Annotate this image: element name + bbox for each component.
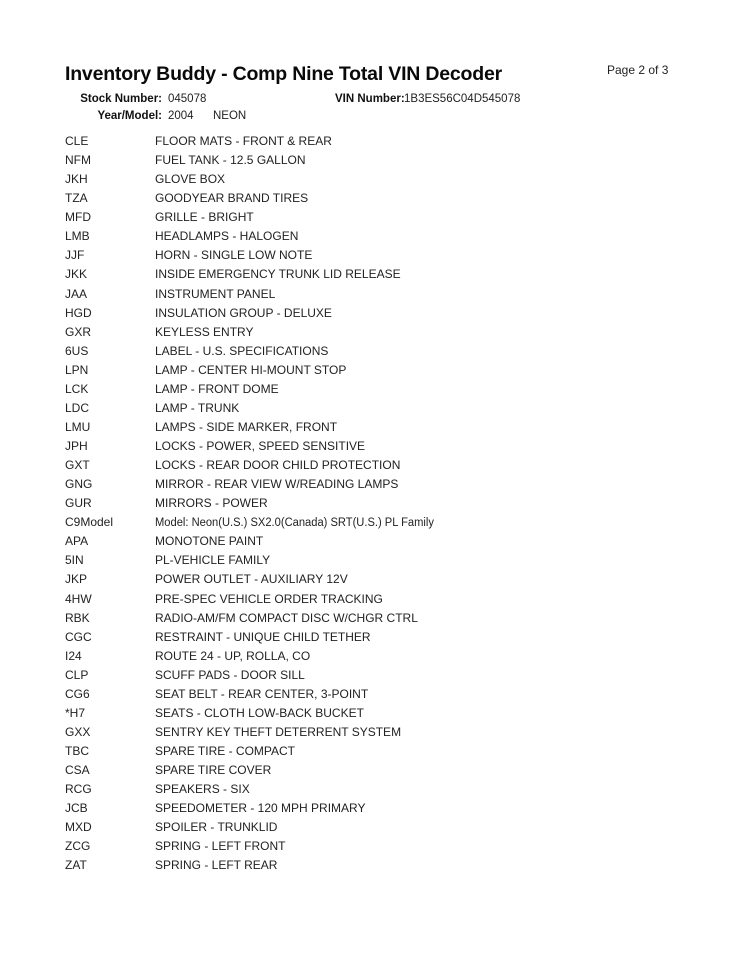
option-description: RADIO-AM/FM COMPACT DISC W/CHGR CTRL — [155, 610, 418, 625]
option-code: MXD — [65, 820, 92, 835]
option-code: JJF — [65, 248, 85, 263]
option-code: MFD — [65, 210, 91, 225]
option-row — [65, 685, 685, 704]
option-description: HEADLAMPS - HALOGEN — [155, 229, 299, 244]
option-row — [65, 323, 685, 342]
option-description: SPEEDOMETER - 120 MPH PRIMARY — [155, 801, 366, 816]
option-description: ROUTE 24 - UP, ROLLA, CO — [155, 648, 311, 663]
option-code: C9Model — [65, 515, 114, 530]
option-row — [65, 304, 685, 323]
option-row — [65, 723, 685, 742]
option-code: JKK — [65, 267, 88, 282]
vin-number-value: 1B3ES56C04D545078 — [404, 93, 521, 105]
option-description: SPARE TIRE - COMPACT — [155, 744, 296, 758]
option-description: INSTRUMENT PANEL — [155, 286, 276, 301]
option-description: LOCKS - REAR DOOR CHILD PROTECTION — [155, 458, 401, 473]
option-description: LOCKS - POWER, SPEED SENSITIVE — [155, 439, 366, 453]
option-row — [65, 551, 685, 570]
option-code: JKP — [65, 572, 88, 587]
option-row — [65, 285, 685, 304]
option-description: INSIDE EMERGENCY TRUNK LID RELEASE — [155, 267, 401, 282]
option-row — [65, 609, 685, 628]
option-row — [65, 475, 685, 494]
option-description: KEYLESS ENTRY — [155, 324, 254, 339]
option-code: GXX — [65, 724, 91, 739]
option-row — [65, 761, 685, 780]
option-description: SEAT BELT - REAR CENTER, 3-POINT — [155, 686, 369, 701]
option-row — [65, 227, 685, 246]
option-row — [65, 246, 685, 265]
option-code: NFM — [65, 153, 91, 168]
option-row — [65, 418, 685, 437]
option-code: LDC — [65, 400, 90, 415]
year-model-label: Year/Model: — [97, 110, 162, 122]
option-code: CGC — [65, 629, 92, 644]
option-row — [65, 494, 685, 513]
option-row — [65, 342, 685, 361]
option-code: ZCG — [65, 839, 91, 854]
option-code: LMU — [65, 419, 91, 434]
stock-number-label: Stock Number: — [80, 93, 162, 105]
option-row — [65, 399, 685, 418]
option-code: GXR — [65, 324, 92, 339]
option-code: RCG — [65, 782, 92, 797]
option-row — [65, 170, 685, 189]
option-code: JCB — [65, 801, 88, 816]
vin-number-label: VIN Number: — [335, 93, 405, 105]
option-code: 6US — [65, 343, 89, 358]
option-description: FUEL TANK - 12.5 GALLON — [155, 153, 306, 168]
option-row — [65, 151, 685, 170]
option-description: PRE-SPEC VEHICLE ORDER TRACKING — [155, 591, 383, 606]
option-description: SCUFF PADS - DOOR SILL — [155, 667, 305, 682]
option-row — [65, 856, 685, 875]
option-row — [65, 647, 685, 666]
option-description: SENTRY KEY THEFT DETERRENT SYSTEM — [155, 724, 402, 739]
option-row — [65, 570, 685, 589]
option-row — [65, 818, 685, 837]
option-row — [65, 704, 685, 723]
option-row — [65, 265, 685, 284]
option-code: TBC — [65, 744, 89, 758]
option-description: LAMPS - SIDE MARKER, FRONT — [155, 419, 338, 434]
option-description: SPOILER - TRUNKLID — [155, 820, 278, 835]
option-code: APA — [65, 534, 89, 549]
option-description: GRILLE - BRIGHT — [155, 210, 254, 225]
option-code: ZAT — [65, 858, 87, 873]
option-code: CLE — [65, 134, 89, 148]
year-value: 2004 — [168, 110, 194, 122]
option-code: RBK — [65, 610, 90, 625]
option-description: MONOTONE PAINT — [155, 534, 264, 549]
option-row — [65, 513, 685, 532]
option-description: LABEL - U.S. SPECIFICATIONS — [155, 343, 329, 358]
option-description: LAMP - FRONT DOME — [155, 381, 279, 396]
option-code: 4HW — [65, 591, 92, 606]
option-code: HGD — [65, 305, 92, 320]
option-description: HORN - SINGLE LOW NOTE — [155, 248, 313, 263]
options-list — [65, 132, 685, 875]
option-row — [65, 628, 685, 647]
option-description: LAMP - TRUNK — [155, 400, 240, 415]
option-code: *H7 — [65, 705, 86, 720]
option-description: POWER OUTLET - AUXILIARY 12V — [155, 572, 348, 587]
option-code: LPN — [65, 362, 89, 377]
model-value: NEON — [213, 110, 247, 122]
option-description: GLOVE BOX — [155, 172, 226, 187]
option-row — [65, 380, 685, 399]
option-code: JKH — [65, 172, 88, 187]
option-code: GNG — [65, 477, 93, 492]
option-code: 5IN — [65, 553, 84, 568]
option-description: SPRING - LEFT REAR — [155, 858, 278, 873]
option-description: LAMP - CENTER HI-MOUNT STOP — [155, 362, 347, 377]
option-description: SPRING - LEFT FRONT — [155, 839, 286, 854]
option-row — [65, 532, 685, 551]
option-code: JPH — [65, 439, 88, 453]
option-description: PL-VEHICLE FAMILY — [155, 553, 271, 568]
option-row — [65, 132, 685, 151]
option-row — [65, 437, 685, 456]
option-code: I24 — [65, 648, 82, 663]
option-row — [65, 361, 685, 380]
option-description: SPEAKERS - SIX — [155, 782, 250, 797]
option-description: Model: Neon(U.S.) SX2.0(Canada) SRT(U.S.) PL Family — [155, 517, 434, 530]
option-description: FLOOR MATS - FRONT & REAR — [155, 134, 332, 148]
option-code: GUR — [65, 496, 92, 511]
page-number-indicator: Page 2 of 3 — [607, 63, 669, 77]
option-code: LMB — [65, 229, 90, 244]
option-row — [65, 780, 685, 799]
option-row — [65, 742, 685, 761]
option-row — [65, 666, 685, 685]
option-description: SEATS - CLOTH LOW-BACK BUCKET — [155, 705, 364, 720]
option-row — [65, 799, 685, 818]
option-row — [65, 189, 685, 208]
option-code: TZA — [65, 191, 88, 206]
option-row — [65, 590, 685, 609]
option-code: LCK — [65, 381, 89, 396]
stock-number-value: 045078 — [168, 93, 207, 105]
option-description: INSULATION GROUP - DELUXE — [155, 305, 332, 320]
option-code: GXT — [65, 458, 90, 473]
option-code: CG6 — [65, 686, 90, 701]
option-row — [65, 837, 685, 856]
option-description: SPARE TIRE COVER — [155, 763, 272, 778]
option-description: MIRROR - REAR VIEW W/READING LAMPS — [155, 477, 399, 492]
option-code: CSA — [65, 763, 90, 778]
option-description: RESTRAINT - UNIQUE CHILD TETHER — [155, 629, 371, 644]
option-row — [65, 208, 685, 227]
option-code: CLP — [65, 667, 89, 682]
option-description: MIRRORS - POWER — [155, 496, 268, 511]
page-title: Inventory Buddy - Comp Nine Total VIN Decoder — [65, 63, 503, 85]
option-description: GOODYEAR BRAND TIRES — [155, 191, 309, 206]
option-row — [65, 456, 685, 475]
option-code: JAA — [65, 286, 88, 301]
